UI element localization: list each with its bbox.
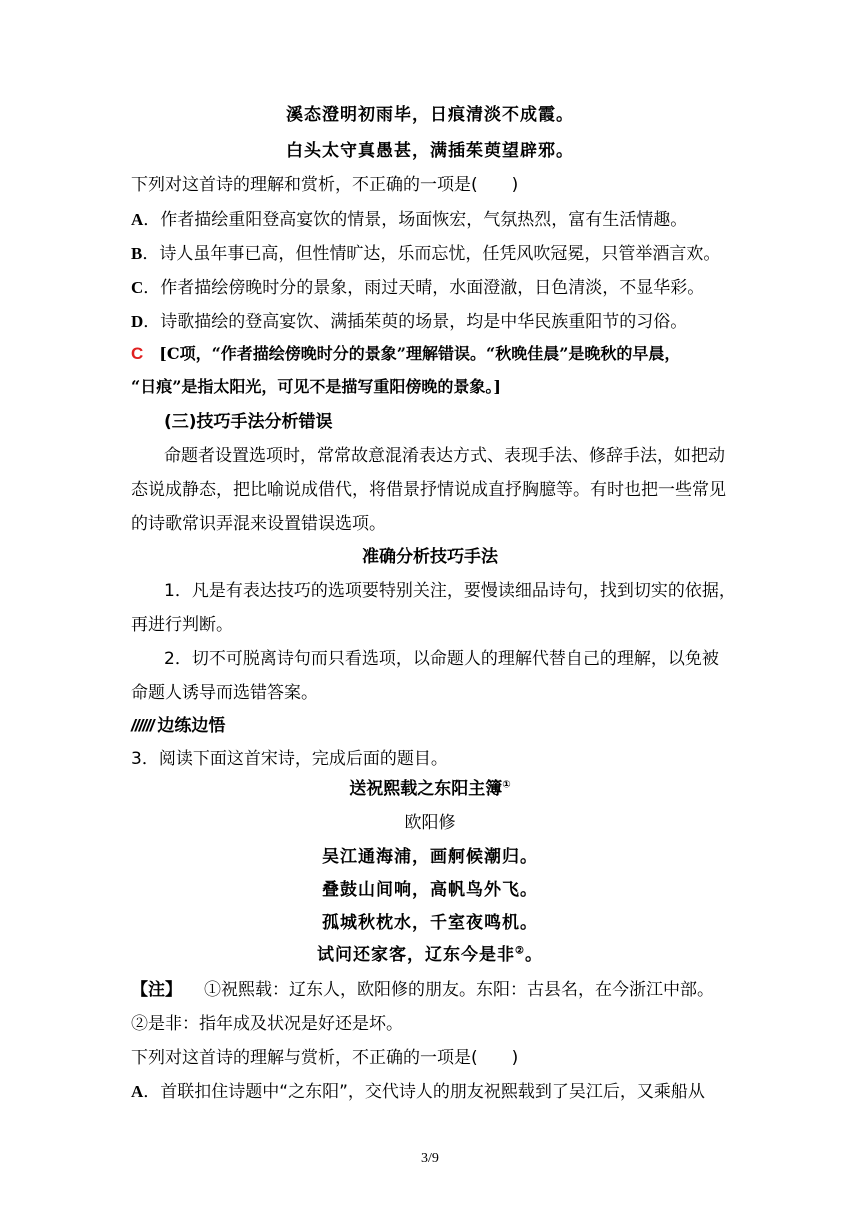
footnote-ref: ① xyxy=(502,779,511,791)
note-text: ①祝熙载：辽东人，欧阳修的朋友。东阳：古县名，在今浙江中部。 xyxy=(204,980,714,1000)
note-line xyxy=(131,979,714,1001)
poem-line: 白头太守真愚甚，满插茱萸望辟邪。 xyxy=(286,141,574,161)
option-text: ．作者描绘傍晚时分的景象，雨过天晴，水面澄澈，日色清淡，不显华彩。 xyxy=(143,278,705,298)
question-stem: 下列对这首诗的理解和赏析，不正确的一项是( ) xyxy=(131,175,519,195)
tip-line: 2．切不可脱离诗句而只看选项，以命题人的理解代替自己的理解，以免被 xyxy=(164,649,719,669)
practice-header xyxy=(131,715,225,737)
option-text: ．作者描绘重阳登高宴饮的情景，场面恢宏，气氛热烈，富有生活情趣。 xyxy=(143,210,688,230)
option-text: ．首联扣住诗题中“之东阳”，交代诗人的朋友祝熙载到了吴江后，又乘船从 xyxy=(143,1082,705,1102)
option-letter: D xyxy=(131,312,144,331)
option-letter: A xyxy=(131,210,144,229)
section-heading: (三)技巧手法分析错误 xyxy=(164,412,333,432)
analysis-text: “日痕”是指太阳光，可见不是描写重阳傍晚的景象。] xyxy=(131,377,501,396)
option-b xyxy=(131,243,720,265)
poem-author: 欧阳修 xyxy=(404,813,456,833)
answer-analysis-line xyxy=(131,343,680,365)
poem-line-text: 试问还家客，辽东今是非 xyxy=(317,945,516,965)
poem-line: 吴江通海浦，画舸候潮归。 xyxy=(322,847,538,867)
poem-line: 孤城秋枕水，千室夜鸣机。 xyxy=(322,913,538,933)
option-letter: A xyxy=(131,1082,144,1101)
tip-text: 1．凡是有表达技巧的选项要特别关注，要慢读细品诗句，找到切实的依据， xyxy=(164,581,736,601)
option-d xyxy=(131,311,687,333)
answer-letter: C xyxy=(131,344,144,363)
tip-line: 再进行判断。 xyxy=(131,615,233,635)
question-intro: 3．阅读下面这首宋诗，完成后面的题目。 xyxy=(131,749,448,769)
note-line: ②是非：指年成及状况是好还是坏。 xyxy=(131,1014,403,1034)
poem-line xyxy=(0,944,860,966)
tip-line: 命题人诱导而选错答案。 xyxy=(131,683,318,703)
footnote-ref: ② xyxy=(515,945,525,957)
option-letter: C xyxy=(131,278,144,297)
page-number: 3/9 xyxy=(421,1151,439,1166)
note-label: 【注】 xyxy=(131,980,182,1000)
poem-line-end: 。 xyxy=(524,945,543,965)
option-text: ．诗人虽年事已高，但性情旷达，乐而忘忧，任凭风吹冠冕，只管举酒言欢。 xyxy=(142,244,721,264)
option-a xyxy=(131,209,687,231)
option-c xyxy=(131,277,704,299)
paragraph-line: 命题者设置选项时，常常故意混淆表达方式、表现手法、修辞手法，如把动 xyxy=(164,446,725,466)
poem-line: 溪态澄明初雨毕，日痕清淡不成霞。 xyxy=(286,105,574,125)
poem-line: 叠鼓山间响，高帆鸟外飞。 xyxy=(322,880,538,900)
paragraph-line: 的诗歌常识弄混来设置错误选项。 xyxy=(131,514,386,534)
option-a xyxy=(131,1081,705,1103)
option-text: ．诗歌描绘的登高宴饮、满插茱萸的场景，均是中华民族重阳节的习俗。 xyxy=(143,312,688,332)
analysis-text: [C项，“作者描绘傍晚时分的景象”理解错误。“秋晚佳晨”是晚秋的早晨， xyxy=(159,344,681,363)
poem-title xyxy=(0,778,860,800)
tip-line xyxy=(164,580,736,602)
practice-marker: ////// xyxy=(131,716,154,735)
question-stem: 下列对这首诗的理解与赏析，不正确的一项是( ) xyxy=(131,1048,519,1068)
practice-label: 边练边悟 xyxy=(157,716,226,736)
poem-title-text: 送祝熙载之东阳主簿 xyxy=(349,779,503,799)
paragraph-line: 态说成静态，把比喻说成借代，将借景抒情说成直抒胸臆等。有时也把一些常见 xyxy=(131,480,726,500)
option-letter: B xyxy=(131,244,143,263)
tip-title: 准确分析技巧手法 xyxy=(362,547,498,567)
